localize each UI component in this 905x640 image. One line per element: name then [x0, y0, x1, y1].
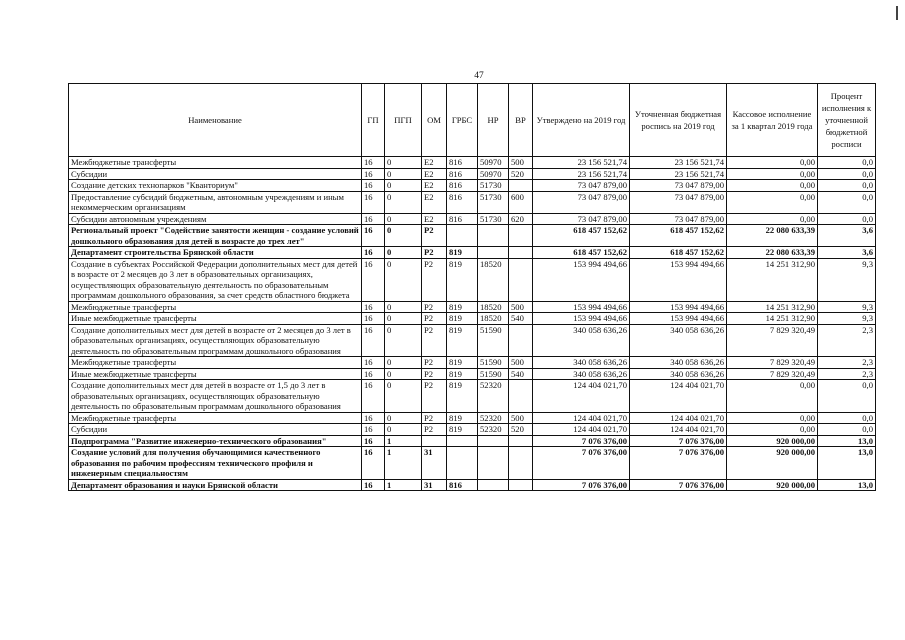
row-name: Межбюджетные трансферты	[69, 412, 362, 424]
gp-cell: 16	[362, 380, 385, 413]
cash-cell: 920 000,00	[727, 479, 818, 491]
revised-cell: 153 994 494,66	[630, 313, 727, 325]
gp-cell: 16	[362, 412, 385, 424]
pgp-cell: 1	[385, 479, 422, 491]
approved-cell: 618 457 152,62	[533, 225, 630, 247]
approved-cell: 7 076 376,00	[533, 479, 630, 491]
revised-cell: 618 457 152,62	[630, 225, 727, 247]
row-name: Департамент образования и науки Брянской области	[69, 479, 362, 491]
row-name: Департамент строительства Брянской области	[69, 247, 362, 259]
vr-cell: 500	[509, 357, 533, 369]
grbs-cell	[447, 447, 478, 480]
column-header: Процент исполнения к уточненной бюджетной росписи	[818, 84, 876, 157]
approved-cell: 124 404 021,70	[533, 412, 630, 424]
om-cell: P2	[422, 258, 447, 301]
revised-cell: 23 156 521,74	[630, 168, 727, 180]
percent-cell: 0,0	[818, 157, 876, 169]
nr-cell: 52320	[478, 424, 509, 436]
approved-cell: 23 156 521,74	[533, 168, 630, 180]
om-cell: P2	[422, 412, 447, 424]
column-header: Наименование	[69, 84, 362, 157]
gp-cell: 16	[362, 368, 385, 380]
row-name: Создание дополнительных мест для детей в возрасте от 1,5 до 3 лет в образовательных организациях, осуществляющих образовательную деятельность по образовательным программам дошкольного образования	[69, 380, 362, 413]
percent-cell: 13,0	[818, 435, 876, 447]
percent-cell: 0,0	[818, 412, 876, 424]
vr-cell	[509, 180, 533, 192]
vr-cell	[509, 435, 533, 447]
column-header: ГРБС	[447, 84, 478, 157]
gp-cell: 16	[362, 301, 385, 313]
column-header: Утверждено на 2019 год	[533, 84, 630, 157]
om-cell: E2	[422, 168, 447, 180]
approved-cell: 340 058 636,26	[533, 324, 630, 357]
table-row	[69, 301, 876, 313]
grbs-cell: 819	[447, 324, 478, 357]
column-header: ОМ	[422, 84, 447, 157]
om-cell: P2	[422, 247, 447, 259]
nr-cell: 52320	[478, 380, 509, 413]
pgp-cell: 0	[385, 191, 422, 213]
cash-cell: 0,00	[727, 424, 818, 436]
revised-cell: 73 047 879,00	[630, 180, 727, 192]
revised-cell: 73 047 879,00	[630, 191, 727, 213]
percent-cell: 0,0	[818, 380, 876, 413]
cash-cell: 0,00	[727, 191, 818, 213]
nr-cell: 18520	[478, 258, 509, 301]
nr-cell: 50970	[478, 168, 509, 180]
percent-cell: 9,3	[818, 301, 876, 313]
percent-cell: 0,0	[818, 213, 876, 225]
cash-cell: 0,00	[727, 380, 818, 413]
approved-cell: 7 076 376,00	[533, 435, 630, 447]
revised-cell: 340 058 636,26	[630, 324, 727, 357]
pgp-cell: 0	[385, 313, 422, 325]
grbs-cell: 819	[447, 412, 478, 424]
grbs-cell: 819	[447, 258, 478, 301]
approved-cell: 73 047 879,00	[533, 180, 630, 192]
pgp-cell: 0	[385, 247, 422, 259]
vr-cell: 540	[509, 368, 533, 380]
revised-cell: 124 404 021,70	[630, 424, 727, 436]
table-row	[69, 168, 876, 180]
grbs-cell: 816	[447, 157, 478, 169]
nr-cell: 52320	[478, 412, 509, 424]
revised-cell: 153 994 494,66	[630, 258, 727, 301]
table-row	[69, 180, 876, 192]
cash-cell: 0,00	[727, 412, 818, 424]
grbs-cell: 819	[447, 380, 478, 413]
cash-cell: 7 829 320,49	[727, 324, 818, 357]
gp-cell: 16	[362, 180, 385, 192]
om-cell: P2	[422, 368, 447, 380]
cash-cell: 0,00	[727, 213, 818, 225]
revised-cell: 7 076 376,00	[630, 435, 727, 447]
cash-cell: 14 251 312,90	[727, 258, 818, 301]
percent-cell: 9,3	[818, 258, 876, 301]
om-cell: P2	[422, 357, 447, 369]
percent-cell: 9,3	[818, 313, 876, 325]
vr-cell: 620	[509, 213, 533, 225]
table-row	[69, 412, 876, 424]
row-name: Субсидии	[69, 168, 362, 180]
cash-cell: 14 251 312,90	[727, 313, 818, 325]
approved-cell: 153 994 494,66	[533, 258, 630, 301]
page-edge-mark	[896, 6, 898, 20]
om-cell: 31	[422, 447, 447, 480]
percent-cell: 0,0	[818, 168, 876, 180]
om-cell: P2	[422, 380, 447, 413]
table-row	[69, 435, 876, 447]
vr-cell: 520	[509, 424, 533, 436]
om-cell: P2	[422, 301, 447, 313]
gp-cell: 16	[362, 191, 385, 213]
table-row	[69, 447, 876, 480]
approved-cell: 153 994 494,66	[533, 301, 630, 313]
grbs-cell	[447, 225, 478, 247]
cash-cell: 22 080 633,39	[727, 247, 818, 259]
table-body	[69, 157, 876, 491]
gp-cell: 16	[362, 447, 385, 480]
cash-cell: 14 251 312,90	[727, 301, 818, 313]
revised-cell: 340 058 636,26	[630, 368, 727, 380]
table-row	[69, 247, 876, 259]
percent-cell: 3,6	[818, 247, 876, 259]
om-cell: P2	[422, 424, 447, 436]
percent-cell: 0,0	[818, 191, 876, 213]
revised-cell: 73 047 879,00	[630, 213, 727, 225]
cash-cell: 0,00	[727, 168, 818, 180]
cash-cell: 920 000,00	[727, 435, 818, 447]
approved-cell: 124 404 021,70	[533, 424, 630, 436]
nr-cell: 50970	[478, 157, 509, 169]
nr-cell: 51730	[478, 213, 509, 225]
approved-cell: 73 047 879,00	[533, 191, 630, 213]
row-name: Межбюджетные трансферты	[69, 301, 362, 313]
row-name: Подпрограмма "Развитие инженерно-технического образования"	[69, 435, 362, 447]
gp-cell: 16	[362, 324, 385, 357]
table-row	[69, 479, 876, 491]
gp-cell: 16	[362, 157, 385, 169]
grbs-cell: 819	[447, 424, 478, 436]
pgp-cell: 0	[385, 301, 422, 313]
pgp-cell: 0	[385, 380, 422, 413]
approved-cell: 124 404 021,70	[533, 380, 630, 413]
percent-cell: 13,0	[818, 479, 876, 491]
vr-cell	[509, 380, 533, 413]
om-cell: 31	[422, 479, 447, 491]
cash-cell: 920 000,00	[727, 447, 818, 480]
column-header: Уточненная бюджетная роспись на 2019 год	[630, 84, 727, 157]
approved-cell: 340 058 636,26	[533, 357, 630, 369]
vr-cell	[509, 324, 533, 357]
vr-cell	[509, 225, 533, 247]
percent-cell: 2,3	[818, 357, 876, 369]
om-cell: P2	[422, 313, 447, 325]
column-header: ПГП	[385, 84, 422, 157]
grbs-cell: 819	[447, 368, 478, 380]
percent-cell: 0,0	[818, 424, 876, 436]
om-cell: E2	[422, 180, 447, 192]
grbs-cell	[447, 435, 478, 447]
nr-cell	[478, 479, 509, 491]
revised-cell: 7 076 376,00	[630, 479, 727, 491]
pgp-cell: 0	[385, 424, 422, 436]
gp-cell: 16	[362, 313, 385, 325]
nr-cell: 51590	[478, 368, 509, 380]
vr-cell	[509, 258, 533, 301]
approved-cell: 7 076 376,00	[533, 447, 630, 480]
gp-cell: 16	[362, 479, 385, 491]
pgp-cell: 0	[385, 168, 422, 180]
pgp-cell: 1	[385, 435, 422, 447]
table-row	[69, 357, 876, 369]
cash-cell: 22 080 633,39	[727, 225, 818, 247]
gp-cell: 16	[362, 225, 385, 247]
percent-cell: 3,6	[818, 225, 876, 247]
nr-cell	[478, 447, 509, 480]
column-header: Кассовое исполнение за 1 квартал 2019 года	[727, 84, 818, 157]
row-name: Создание в субъектах Российской Федерации дополнительных мест для детей в возрасте от 2 месяцев до 3 лет в образовательных организациях, осуществляющих образовательную деятельность по образовательным программам дошкольного образования, за счет средств областного бюджета	[69, 258, 362, 301]
budget-table	[68, 83, 876, 491]
row-name: Субсидии	[69, 424, 362, 436]
om-cell: E2	[422, 157, 447, 169]
column-header: ГП	[362, 84, 385, 157]
approved-cell: 340 058 636,26	[533, 368, 630, 380]
percent-cell: 13,0	[818, 447, 876, 480]
gp-cell: 16	[362, 435, 385, 447]
row-name: Создание детских технопарков "Кванториум"	[69, 180, 362, 192]
percent-cell: 2,3	[818, 368, 876, 380]
vr-cell: 500	[509, 301, 533, 313]
table-row	[69, 424, 876, 436]
table-row	[69, 157, 876, 169]
pgp-cell: 0	[385, 258, 422, 301]
nr-cell	[478, 435, 509, 447]
gp-cell: 16	[362, 258, 385, 301]
table-row	[69, 191, 876, 213]
revised-cell: 340 058 636,26	[630, 357, 727, 369]
grbs-cell: 816	[447, 191, 478, 213]
approved-cell: 153 994 494,66	[533, 313, 630, 325]
grbs-cell: 819	[447, 301, 478, 313]
vr-cell	[509, 479, 533, 491]
table-row	[69, 380, 876, 413]
revised-cell: 124 404 021,70	[630, 412, 727, 424]
cash-cell: 7 829 320,49	[727, 357, 818, 369]
om-cell	[422, 435, 447, 447]
cash-cell: 7 829 320,49	[727, 368, 818, 380]
om-cell: E2	[422, 191, 447, 213]
nr-cell: 51730	[478, 180, 509, 192]
row-name: Создание дополнительных мест для детей в возрасте от 2 месяцев до 3 лет в образовательных организациях, осуществляющих образовательную деятельность по образовательным программам дошкольного образования	[69, 324, 362, 357]
row-name: Межбюджетные трансферты	[69, 157, 362, 169]
column-header: ВР	[509, 84, 533, 157]
gp-cell: 16	[362, 168, 385, 180]
vr-cell: 500	[509, 412, 533, 424]
approved-cell: 618 457 152,62	[533, 247, 630, 259]
pgp-cell: 0	[385, 324, 422, 357]
row-name: Иные межбюджетные трансферты	[69, 313, 362, 325]
pgp-cell: 1	[385, 447, 422, 480]
nr-cell: 51590	[478, 357, 509, 369]
table-row	[69, 324, 876, 357]
revised-cell: 23 156 521,74	[630, 157, 727, 169]
vr-cell: 600	[509, 191, 533, 213]
pgp-cell: 0	[385, 225, 422, 247]
revised-cell: 7 076 376,00	[630, 447, 727, 480]
nr-cell: 18520	[478, 301, 509, 313]
pgp-cell: 0	[385, 357, 422, 369]
pgp-cell: 0	[385, 412, 422, 424]
row-name: Создание условий для получения обучающимися качественного образования по рабочим профессиям технического профиля и инженерным специальностям	[69, 447, 362, 480]
nr-cell	[478, 225, 509, 247]
grbs-cell: 819	[447, 357, 478, 369]
row-name: Региональный проект "Содействие занятости женщин - создание условий дошкольного образования для детей в возрасте до трех лет"	[69, 225, 362, 247]
pgp-cell: 0	[385, 180, 422, 192]
grbs-cell: 816	[447, 168, 478, 180]
grbs-cell: 819	[447, 247, 478, 259]
om-cell: E2	[422, 213, 447, 225]
nr-cell: 18520	[478, 313, 509, 325]
pgp-cell: 0	[385, 157, 422, 169]
vr-cell: 540	[509, 313, 533, 325]
approved-cell: 23 156 521,74	[533, 157, 630, 169]
revised-cell: 618 457 152,62	[630, 247, 727, 259]
row-name: Предоставление субсидий бюджетным, автономным учреждениям и иным некоммерческим организациям	[69, 191, 362, 213]
nr-cell: 51730	[478, 191, 509, 213]
gp-cell: 16	[362, 247, 385, 259]
cash-cell: 0,00	[727, 180, 818, 192]
gp-cell: 16	[362, 357, 385, 369]
cash-cell: 0,00	[727, 157, 818, 169]
om-cell: P2	[422, 324, 447, 357]
gp-cell: 16	[362, 424, 385, 436]
column-header: НР	[478, 84, 509, 157]
grbs-cell: 816	[447, 180, 478, 192]
om-cell: P2	[422, 225, 447, 247]
gp-cell: 16	[362, 213, 385, 225]
vr-cell	[509, 447, 533, 480]
vr-cell: 500	[509, 157, 533, 169]
row-name: Межбюджетные трансферты	[69, 357, 362, 369]
table-row	[69, 225, 876, 247]
grbs-cell: 816	[447, 213, 478, 225]
percent-cell: 0,0	[818, 180, 876, 192]
grbs-cell: 816	[447, 479, 478, 491]
table-header-row	[69, 84, 876, 157]
table-row	[69, 313, 876, 325]
table-row	[69, 258, 876, 301]
table-row	[69, 213, 876, 225]
vr-cell	[509, 247, 533, 259]
row-name: Субсидии автономным учреждениям	[69, 213, 362, 225]
approved-cell: 73 047 879,00	[533, 213, 630, 225]
pgp-cell: 0	[385, 368, 422, 380]
vr-cell: 520	[509, 168, 533, 180]
page-number: 47	[474, 71, 484, 81]
grbs-cell: 819	[447, 313, 478, 325]
percent-cell: 2,3	[818, 324, 876, 357]
revised-cell: 153 994 494,66	[630, 301, 727, 313]
nr-cell	[478, 247, 509, 259]
revised-cell: 124 404 021,70	[630, 380, 727, 413]
pgp-cell: 0	[385, 213, 422, 225]
nr-cell: 51590	[478, 324, 509, 357]
table-row	[69, 368, 876, 380]
row-name: Иные межбюджетные трансферты	[69, 368, 362, 380]
